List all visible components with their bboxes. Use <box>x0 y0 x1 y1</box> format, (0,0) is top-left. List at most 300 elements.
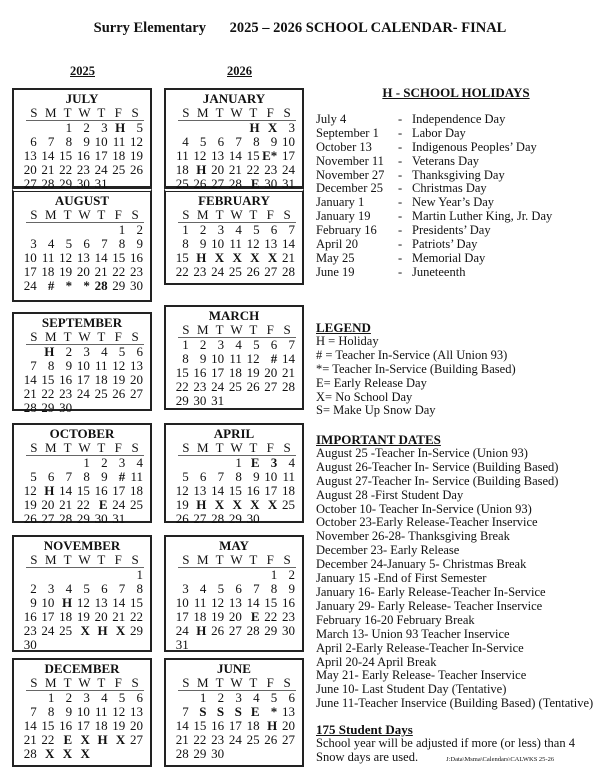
day-cell: 4 <box>235 337 242 352</box>
day-cell: 31 <box>211 393 225 408</box>
day-cell: 25 <box>112 162 126 177</box>
weekday-label: S <box>131 207 139 222</box>
day-cell: 15 <box>41 718 55 733</box>
day-cell: 11 <box>112 134 126 149</box>
day-cell: 29 <box>264 623 278 638</box>
day-cell: 30 <box>264 176 278 191</box>
day-cell: 2 <box>65 690 73 705</box>
day-cell: 23 <box>211 732 225 747</box>
day-cell: 21 <box>281 365 295 380</box>
day-cell: 30 <box>211 746 225 761</box>
day-cell: # <box>118 469 126 484</box>
day-cell: 16 <box>193 365 207 380</box>
day-cell: 29 <box>76 511 90 526</box>
day-cell: 8 <box>47 358 55 373</box>
day-cell: 4 <box>199 581 207 596</box>
day-cell: 1 <box>199 690 207 705</box>
day-cell <box>38 456 56 470</box>
day-cell: 6 <box>235 581 242 596</box>
day-cell: 18 <box>193 609 207 624</box>
day-cell: 22 <box>41 732 55 747</box>
day-cell: # <box>270 351 278 366</box>
day-cell: 19 <box>112 372 126 387</box>
day-cell <box>38 121 56 135</box>
holiday-date: February 16 <box>316 223 377 238</box>
day-cell: 26 <box>264 732 278 747</box>
important-date-item: October 23-Early Release-Teacher Inservice <box>316 515 538 530</box>
holiday-item <box>316 155 596 169</box>
weekday-label: S <box>182 322 190 337</box>
day-cell: 4 <box>101 344 108 359</box>
holiday-item <box>316 113 596 127</box>
important-dates-heading: IMPORTANT DATES <box>316 432 441 447</box>
day-cell: 28 <box>23 746 37 761</box>
day-cell: 5 <box>270 690 278 705</box>
holiday-item <box>316 196 596 210</box>
day-cell: 25 <box>129 497 143 512</box>
calendar-title: 2025 – 2026 SCHOOL CALENDAR- FINAL <box>229 20 507 36</box>
day-cell: 24 <box>211 264 225 279</box>
day-cell: 12 <box>112 704 126 719</box>
day-cell: 20 <box>264 365 278 380</box>
important-date-item: October 10- Teacher In-Service (Union 93) <box>316 501 532 516</box>
day-cell: 6 <box>136 344 143 359</box>
month-april <box>164 423 304 526</box>
weekday-label: M <box>196 552 209 567</box>
holiday-date: November 11 <box>316 153 384 168</box>
day-cell: 9 <box>65 704 73 719</box>
day-cell: 20 <box>228 609 242 624</box>
day-cell: 16 <box>59 372 73 387</box>
legend-item: E= Early Release Day <box>316 375 427 390</box>
day-cell: 1 <box>182 337 189 352</box>
day-cell: 21 <box>41 162 55 177</box>
day-cell: 4 <box>182 134 189 149</box>
day-cell: 30 <box>59 400 73 415</box>
day-cell <box>172 121 190 135</box>
day-cell: 3 <box>83 690 90 705</box>
day-cell: 20 <box>129 372 143 387</box>
day-cell: 19 <box>246 365 260 380</box>
day-cell: 29 <box>59 176 73 191</box>
day-cell: 28 <box>94 278 108 293</box>
day-cell: * <box>83 278 90 293</box>
day-cell: 19 <box>112 718 126 733</box>
weekday-label: T <box>249 207 258 222</box>
month-name: OCTOBER <box>49 426 115 441</box>
day-cell: 8 <box>118 236 126 251</box>
day-cell: X <box>232 250 242 265</box>
weekday-label: F <box>266 552 274 567</box>
day-cell: 8 <box>136 581 143 596</box>
day-cell: 3 <box>47 581 55 596</box>
month-october <box>12 423 152 526</box>
day-cell: 6 <box>270 337 278 352</box>
weekday-label: M <box>44 675 57 690</box>
day-cell <box>225 568 243 582</box>
holiday-item <box>316 266 596 280</box>
day-cell: H <box>249 120 260 135</box>
holiday-name: Indigenous Peoples’ Day <box>412 139 537 154</box>
day-cell: 28 <box>41 176 55 191</box>
day-cell <box>73 568 91 582</box>
day-cell: 11 <box>41 250 55 265</box>
year-2025: 2025 <box>70 64 95 78</box>
day-cell: X <box>214 497 225 512</box>
day-cell: 13 <box>193 483 207 498</box>
weekday-label: S <box>30 440 38 455</box>
day-cell: 27 <box>264 264 278 279</box>
day-cell: 27 <box>23 176 37 191</box>
day-cell: S <box>216 704 225 719</box>
day-cell: 3 <box>217 337 225 352</box>
holiday-item <box>316 238 596 252</box>
weekday-header <box>178 441 296 456</box>
day-cell: 7 <box>217 469 225 484</box>
day-cell: 25 <box>281 497 295 512</box>
day-cell: 12 <box>129 134 143 149</box>
day-cell: 13 <box>129 704 143 719</box>
weekday-label: T <box>63 105 72 120</box>
dash: - <box>398 139 403 154</box>
day-cell: 23 <box>193 379 207 394</box>
holiday-date: June 19 <box>316 264 355 279</box>
weekday-label: W <box>78 329 91 344</box>
day-cell: 17 <box>281 148 295 163</box>
day-cell: 27 <box>264 379 278 394</box>
day-cell: X <box>267 250 278 265</box>
weekday-label: M <box>196 440 209 455</box>
year-2026: 2026 <box>227 64 252 78</box>
day-cell: 18 <box>228 365 242 380</box>
day-cell: 8 <box>182 351 189 366</box>
day-cell: 1 <box>235 455 242 470</box>
day-cell: 11 <box>95 358 108 373</box>
important-date-item: August 28 -First Student Day <box>316 487 464 502</box>
weekday-label: M <box>44 207 57 222</box>
day-cell: 9 <box>101 469 108 484</box>
day-cell <box>243 568 261 582</box>
important-dates-section <box>316 433 600 767</box>
day-cell: H <box>196 162 207 177</box>
day-cell: 9 <box>270 134 278 149</box>
weekday-label: W <box>230 207 243 222</box>
day-cell: 29 <box>129 623 143 638</box>
holiday-date: July 4 <box>316 111 347 126</box>
important-date-item: August 26-Teacher In- Service (Building Based) <box>316 459 559 474</box>
weekday-label: T <box>97 105 106 120</box>
day-cell: 15 <box>59 148 73 163</box>
day-cell: 20 <box>129 718 143 733</box>
holiday-name: Presidents’ Day <box>412 223 491 238</box>
day-cell: 1 <box>136 567 143 582</box>
dash: - <box>398 237 403 252</box>
day-cell: 24 <box>23 278 37 293</box>
month-june <box>164 658 304 767</box>
day-grid <box>20 691 144 761</box>
weekday-header <box>178 323 296 338</box>
day-cell: X <box>80 746 90 761</box>
day-cell: H <box>62 595 73 610</box>
day-cell: 31 <box>175 637 189 652</box>
day-grid <box>20 223 144 293</box>
day-cell: 13 <box>211 148 225 163</box>
weekday-header <box>26 553 144 568</box>
weekday-label: W <box>230 675 243 690</box>
day-cell: 14 <box>23 372 37 387</box>
day-grid <box>20 456 144 526</box>
month-name: SEPTEMBER <box>41 315 123 330</box>
important-date-item: June 10- Last Student Day (Tentative) <box>316 682 507 697</box>
day-cell: E <box>98 497 108 512</box>
day-cell <box>207 121 225 135</box>
day-grid <box>172 456 296 526</box>
day-cell: 1 <box>182 222 189 237</box>
day-cell: 18 <box>41 264 55 279</box>
day-cell: 11 <box>176 148 189 163</box>
day-cell <box>172 691 190 705</box>
weekday-label: W <box>78 207 91 222</box>
day-cell: 26 <box>193 176 207 191</box>
weekday-label: T <box>63 440 72 455</box>
day-cell: 7 <box>47 134 55 149</box>
day-cell <box>190 568 208 582</box>
weekday-label: S <box>30 552 38 567</box>
dash: - <box>398 181 403 196</box>
weekday-label: T <box>249 675 258 690</box>
holiday-item <box>316 224 596 238</box>
day-cell: 26 <box>246 379 260 394</box>
day-cell: X <box>267 120 278 135</box>
day-cell: 6 <box>217 134 225 149</box>
day-cell <box>207 456 225 470</box>
day-cell: 22 <box>175 379 189 394</box>
day-cell: 20 <box>94 609 108 624</box>
weekday-label: W <box>230 552 243 567</box>
important-date-item: November 26-28- Thanksgiving Break <box>316 529 510 544</box>
dash: - <box>398 223 403 238</box>
important-date-item: January 16- Early Release-Teacher In-Service <box>316 584 546 599</box>
day-cell: X <box>250 497 260 512</box>
day-cell: 22 <box>76 497 90 512</box>
weekday-label: T <box>97 552 106 567</box>
day-cell: E <box>250 704 260 719</box>
holiday-date: September 1 <box>316 125 379 140</box>
day-cell: 25 <box>175 176 189 191</box>
day-cell: 10 <box>211 351 225 366</box>
weekday-label: T <box>97 329 106 344</box>
day-cell: 4 <box>136 455 143 470</box>
weekday-label: S <box>182 105 190 120</box>
holiday-name: Memorial Day <box>412 250 486 265</box>
day-cell: 2 <box>199 337 207 352</box>
day-cell: 6 <box>30 134 37 149</box>
day-cell: 12 <box>112 358 126 373</box>
day-cell: 15 <box>175 365 189 380</box>
weekday-label: S <box>283 552 291 567</box>
month-name: NOVEMBER <box>43 538 121 553</box>
day-grid <box>20 568 144 652</box>
month-september <box>12 312 152 415</box>
weekday-header <box>26 106 144 121</box>
day-cell: 9 <box>30 595 37 610</box>
day-cell: 16 <box>211 718 225 733</box>
day-cell: 11 <box>282 469 295 484</box>
day-cell: 16 <box>281 595 295 610</box>
day-cell: 21 <box>59 497 73 512</box>
day-cell <box>20 568 38 582</box>
month-august <box>12 188 152 302</box>
day-cell: 11 <box>193 595 207 610</box>
weekday-label: W <box>78 552 91 567</box>
important-date-item: December 24-January 5- Christmas Break <box>316 557 527 572</box>
day-cell: 3 <box>217 222 225 237</box>
dash: - <box>398 125 403 140</box>
day-cell: 14 <box>59 483 73 498</box>
day-cell: 22 <box>59 162 73 177</box>
day-cell: 13 <box>264 236 278 251</box>
day-cell: 19 <box>76 609 90 624</box>
weekday-label: M <box>44 105 57 120</box>
day-cell: 7 <box>30 358 37 373</box>
day-grid <box>20 121 144 191</box>
day-cell <box>225 121 243 135</box>
day-cell: 18 <box>175 162 189 177</box>
weekday-label: S <box>283 675 291 690</box>
day-cell: 12 <box>175 483 189 498</box>
day-cell: 28 <box>281 379 295 394</box>
weekday-label: S <box>283 440 291 455</box>
holiday-date: April 20 <box>316 237 359 252</box>
day-cell: 16 <box>246 483 260 498</box>
weekday-label: T <box>97 675 106 690</box>
day-cell: 22 <box>246 162 260 177</box>
day-grid <box>172 121 296 191</box>
day-cell: 6 <box>101 581 108 596</box>
weekday-label: T <box>63 207 72 222</box>
day-cell: 10 <box>281 134 295 149</box>
day-cell: 2 <box>65 344 73 359</box>
weekday-label: F <box>266 207 274 222</box>
weekday-label: M <box>44 329 57 344</box>
day-cell: 30 <box>23 637 37 652</box>
day-grid <box>172 568 296 652</box>
day-cell <box>91 568 109 582</box>
dash: - <box>398 209 403 224</box>
weekday-header <box>178 208 296 223</box>
holiday-name: Labor Day <box>412 125 466 140</box>
weekday-header <box>178 553 296 568</box>
day-cell: 15 <box>228 483 242 498</box>
snow-days-note-2: Snow days are used. <box>316 749 419 764</box>
day-cell: 13 <box>94 595 108 610</box>
day-cell: 10 <box>76 358 90 373</box>
month-may <box>164 535 304 652</box>
day-cell: 5 <box>253 222 260 237</box>
weekday-header <box>26 441 144 456</box>
day-cell: 17 <box>41 609 55 624</box>
dash: - <box>398 153 403 168</box>
weekday-label: M <box>196 105 209 120</box>
day-cell: 30 <box>76 176 90 191</box>
day-cell: 27 <box>281 732 295 747</box>
holiday-name: Christmas Day <box>412 181 487 196</box>
day-cell <box>190 456 208 470</box>
weekday-label: M <box>196 207 209 222</box>
weekday-label: M <box>196 675 209 690</box>
day-cell: E <box>250 609 260 624</box>
holiday-name: New Year’s Day <box>412 195 495 210</box>
day-cell: 7 <box>65 469 73 484</box>
day-cell: 10 <box>76 704 90 719</box>
day-cell: 13 <box>129 358 143 373</box>
day-cell: 6 <box>270 222 278 237</box>
holiday-item <box>316 252 596 266</box>
dash: - <box>398 167 403 182</box>
page-title <box>0 20 600 37</box>
day-cell: 22 <box>175 264 189 279</box>
day-cell: E* <box>262 148 278 163</box>
day-cell: 9 <box>199 236 207 251</box>
day-cell: 31 <box>94 176 108 191</box>
day-cell: 14 <box>228 148 242 163</box>
day-cell: 20 <box>23 162 37 177</box>
weekday-label: S <box>182 675 190 690</box>
day-cell: 17 <box>112 483 126 498</box>
day-cell: 18 <box>281 483 295 498</box>
weekday-label: W <box>78 440 91 455</box>
day-cell: 21 <box>112 609 126 624</box>
month-december <box>12 658 152 767</box>
day-grid <box>172 223 296 279</box>
day-cell: 18 <box>246 718 260 733</box>
holiday-name: Independence Day <box>412 111 506 126</box>
weekday-label: M <box>44 552 57 567</box>
day-cell: 14 <box>211 483 225 498</box>
day-cell: 9 <box>199 351 207 366</box>
weekday-label: W <box>230 440 243 455</box>
day-cell: 21 <box>23 732 37 747</box>
weekday-label: T <box>215 322 224 337</box>
day-cell: 14 <box>246 595 260 610</box>
weekday-label: W <box>230 322 243 337</box>
day-cell: 3 <box>288 120 295 135</box>
day-cell: 10 <box>211 236 225 251</box>
day-cell: 4 <box>47 236 55 251</box>
day-cell: 8 <box>83 469 90 484</box>
day-cell: S <box>234 704 242 719</box>
holiday-name: Juneteenth <box>412 264 466 279</box>
day-cell: 18 <box>112 148 126 163</box>
day-cell: 11 <box>95 704 108 719</box>
day-cell: 12 <box>246 236 260 251</box>
month-name: DECEMBER <box>44 661 120 676</box>
day-cell: 7 <box>118 581 126 596</box>
month-july <box>12 88 152 191</box>
day-cell: 15 <box>41 372 55 387</box>
day-cell: 20 <box>211 162 225 177</box>
day-cell: 9 <box>253 469 260 484</box>
holidays-heading: H - SCHOOL HOLIDAYS <box>382 85 530 100</box>
day-cell: 27 <box>211 176 225 191</box>
month-name: JUNE <box>217 661 251 676</box>
file-reference: J:Data\Msma\Calendars\CALWKS 25-26 <box>446 755 555 763</box>
day-cell: 28 <box>228 176 242 191</box>
day-cell <box>190 121 208 135</box>
day-cell <box>20 345 38 359</box>
weekday-label: F <box>114 329 122 344</box>
month-name: JANUARY <box>202 91 266 106</box>
